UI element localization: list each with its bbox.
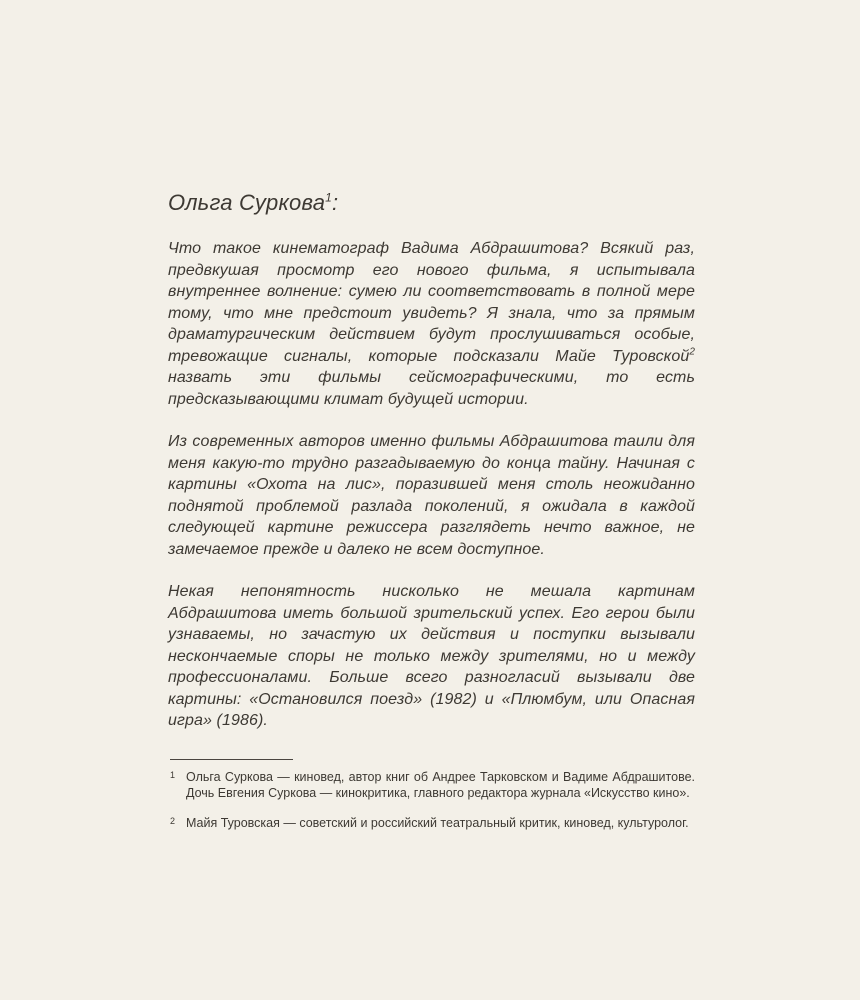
paragraph-1 bbox=[168, 238, 695, 410]
paragraph-3: Некая непонятность нисколько не мешала картинам Абдрашитова иметь большой зрительский успех. Его герои были узнаваемы, но зачастую их действия и поступки вызывали нескончаемые споры не только между зрителями, но и между профессионалами. Больше всего разногласий вызывали две картины: «Остановился поезд» (1982) и «Плюмбум, или Опасная игра» (1986). bbox=[168, 583, 695, 729]
heading-colon: : bbox=[332, 190, 339, 215]
footnote-ref-2-marker: 2 bbox=[689, 346, 695, 358]
footnote-2-text: Майя Туровская — советский и российский театральный критик, киновед, культуролог. bbox=[186, 815, 689, 830]
page-title bbox=[168, 190, 695, 216]
footnote-1 bbox=[168, 769, 695, 802]
footnote-ref-1-marker: 1 bbox=[325, 190, 333, 205]
author-name: Ольга Суркова bbox=[168, 190, 326, 215]
footnote-2 bbox=[168, 815, 695, 832]
paragraph-1-text: Что такое кинематограф Вадима Абдрашитова? Всякий раз, предвкушая просмотр его нового фильма, я испытывала внутреннее волнение: сумею ли соответствовать в полной мере тому, что мне предстоит увидеть? Я знала, что за прямым драматургическим действием будут прослушиваться особые, тревожащие сигналы, которые подсказали Майе Туровской bbox=[168, 240, 695, 365]
footnotes-section bbox=[168, 759, 695, 832]
footnote-1-text: Ольга Суркова — киновед, автор книг об Андрее Тарковском и Вадиме Абдрашитове. Дочь Евгения Суркова — кинокритика, главного редактора журнала «Искусство кино». bbox=[186, 769, 695, 800]
footnote-2-number: 2 bbox=[170, 815, 176, 826]
paragraph-1-text-continued: назвать эти фильмы сейсмографическими, то есть предсказывающими климат будущей истории. bbox=[168, 369, 695, 408]
footnote-1-number: 1 bbox=[170, 769, 176, 780]
paragraph-2: Из современных авторов именно фильмы Абдрашитова таили для меня какую-то трудно разгадываемую до конца тайну. Начиная с картины «Охота на лис», поразившей меня столь неожиданно поднятой проблемой разлада поколений, я ожидала в каждой следующей картине режиссера разглядеть нечто важное, не замечаемое прежде и далеко не всем доступное. bbox=[168, 433, 695, 558]
footnote-divider bbox=[170, 759, 293, 760]
